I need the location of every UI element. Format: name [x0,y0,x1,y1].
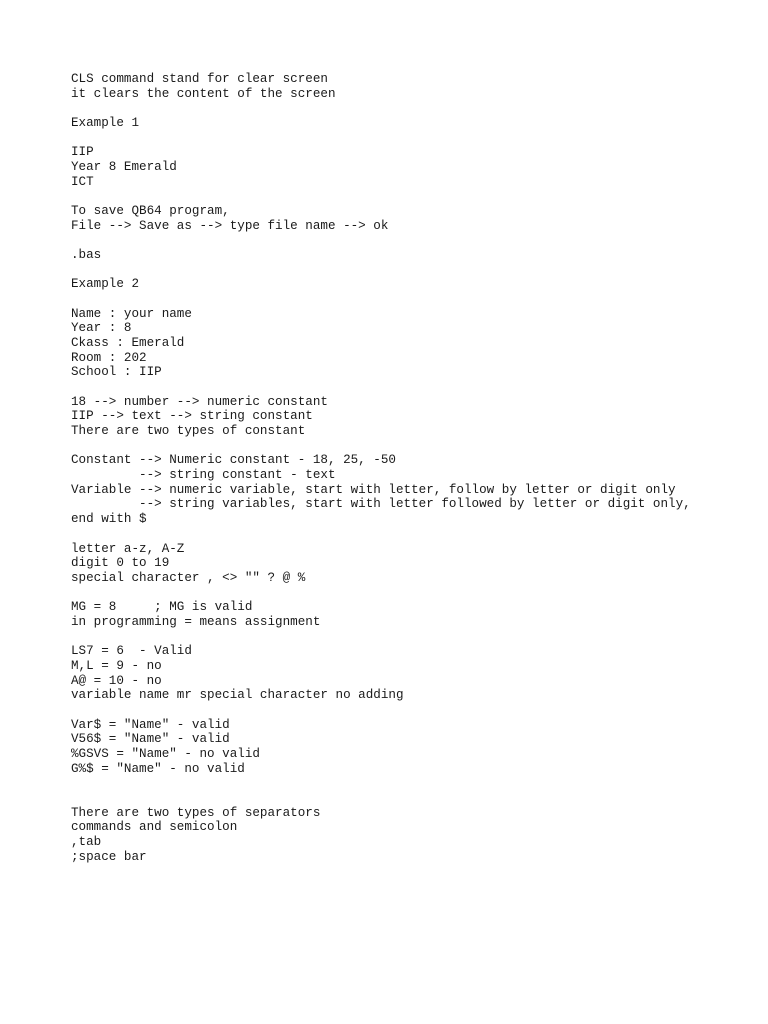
text-line: Ckass : Emerald [71,336,185,351]
text-line: ;space bar [71,849,147,864]
text-line: ICT [71,174,94,189]
text-line: Constant --> Numeric constant - 18, 25, -50 [71,453,396,468]
text-line: --> string constant - text [71,468,336,483]
text-line: commands and semicolon [71,820,238,835]
text-line: ,tab [71,834,102,849]
blank-line [71,439,691,454]
text-line: LS7 = 6 - Valid [71,644,192,659]
text-line: School : IIP [71,365,162,380]
text-line: CLS command stand for clear screen [71,72,328,86]
text-line: Variable --> numeric variable, start with letter, follow by letter or digit only [71,482,676,497]
text-line: %GSVS = "Name" - no valid [71,746,260,761]
text-line: MG = 8 ; MG is valid [71,600,253,615]
text-line: A@ = 10 - no [71,673,162,688]
text-line: M,L = 9 - no [71,658,162,673]
text-line: There are two types of separators [71,805,321,820]
blank-line [71,776,691,791]
blank-line [71,189,691,204]
text-line: Year 8 Emerald [71,160,177,175]
text-line: File --> Save as --> type file name --> ok [71,218,389,233]
text-line: Year : 8 [71,321,132,336]
text-line: V56$ = "Name" - valid [71,732,230,747]
text-line: variable name mr special character no adding [71,688,404,703]
blank-line [71,292,691,307]
text-line: To save QB64 program, [71,204,230,219]
blank-line [71,586,691,601]
text-line: IIP --> text --> string constant [71,409,313,424]
text-line: --> string variables, start with letter followed by letter or digit only, [71,497,691,512]
blank-line [71,791,691,806]
text-line: IIP [71,145,94,160]
blank-line [71,527,691,542]
text-line: Name : your name [71,306,192,321]
text-line: end with $ [71,512,147,527]
blank-line [71,131,691,146]
text-line: it clears the content of the screen [71,86,336,101]
text-line: Example 1 [71,116,140,131]
text-line: .bas [71,248,102,263]
text-line: 18 --> number --> numeric constant [71,394,328,409]
text-line: in programming = means assignment [71,614,321,629]
text-line: Example 2 [71,277,140,292]
blank-line [71,630,691,645]
text-line: Var$ = "Name" - valid [71,717,230,732]
text-line: letter a-z, A-Z [71,541,185,556]
text-line: There are two types of constant [71,424,306,439]
blank-line [71,703,691,718]
text-line: G%$ = "Name" - no valid [71,761,245,776]
blank-line [71,380,691,395]
blank-line [71,233,691,248]
blank-line [71,263,691,278]
text-line: Room : 202 [71,350,147,365]
text-line: special character , <> "" ? @ % [71,570,306,585]
text-line: digit 0 to 19 [71,556,170,571]
document-body [71,72,691,864]
blank-line [71,101,691,116]
